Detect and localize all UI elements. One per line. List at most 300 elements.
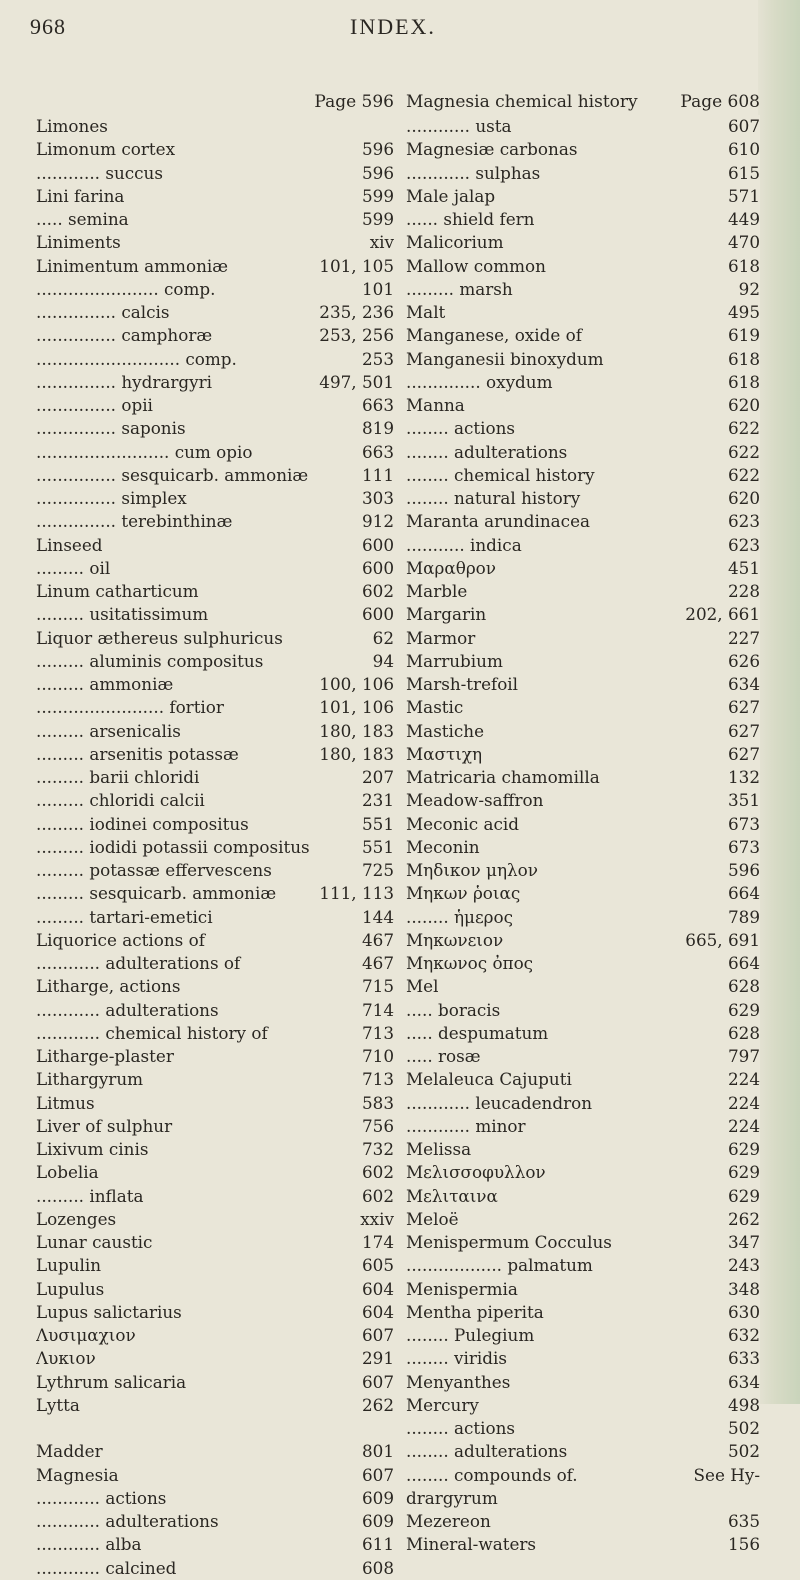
- index-entry: [406, 929, 760, 952]
- index-entry-pages: 231: [358, 789, 394, 812]
- index-entry-term: ......... arsenicalis: [36, 720, 181, 741]
- index-entry: [36, 999, 394, 1022]
- column-head-right: [406, 92, 760, 115]
- index-entry: [406, 906, 760, 929]
- index-entry-pages: 634: [724, 1371, 760, 1394]
- index-entry: [36, 1045, 394, 1068]
- index-entry-term: Madder: [36, 1441, 103, 1462]
- index-entry-term: Marrubium: [406, 650, 503, 671]
- index-entry-pages: 618: [724, 348, 760, 371]
- index-entry-pages: 664: [724, 952, 760, 975]
- index-entry-pages: 615: [724, 162, 760, 185]
- index-entry-pages: 596: [358, 162, 394, 185]
- index-entry: [36, 138, 394, 161]
- index-entry-term: ........ adulterations: [406, 1441, 568, 1462]
- index-entry-term: ............ chemical history of: [36, 1022, 268, 1043]
- index-entry: [36, 417, 394, 440]
- index-entry-pages: 303: [358, 487, 394, 510]
- index-entry-pages: 596: [724, 859, 760, 882]
- index-entry-pages: 627: [724, 743, 760, 766]
- index-entry-pages: 797: [724, 1045, 760, 1068]
- index-entry-term: Meconin: [406, 836, 480, 857]
- index-entry-pages: 673: [724, 836, 760, 859]
- index-entry: [36, 487, 394, 510]
- index-entry-term: ........ Pulegium: [406, 1325, 535, 1345]
- index-entry: [406, 138, 760, 161]
- index-entry-pages: 623: [724, 510, 760, 533]
- index-entry-pages: 243: [724, 1254, 760, 1277]
- index-entry-pages: 291: [358, 1347, 394, 1370]
- index-entry-pages: 62: [369, 627, 394, 650]
- index-entry: [406, 394, 760, 417]
- index-entry: [406, 1208, 760, 1231]
- column-head-entry-term: Magnesia chemical history: [406, 92, 638, 112]
- index-entry-pages: 628: [724, 1022, 760, 1045]
- index-entry-term: Menispermum Cocculus: [406, 1232, 612, 1252]
- index-entry-pages: 156: [724, 1533, 760, 1556]
- index-entry-pages: 224: [724, 1068, 760, 1091]
- index-entry: [406, 1068, 760, 1091]
- index-entry-pages: 599: [358, 208, 394, 231]
- index-entry: [36, 789, 394, 812]
- index-entry: [36, 185, 394, 208]
- index-entry-pages: 663: [358, 394, 394, 417]
- index-entry: [36, 115, 394, 138]
- index-entry-term: drargyrum: [406, 1487, 498, 1508]
- index-entry-pages: 635: [724, 1510, 760, 1533]
- index-entry-term: ........ ἡμερος: [406, 906, 514, 927]
- index-entry: [406, 371, 760, 394]
- index-entry-term: Mastiche: [406, 720, 485, 741]
- page-number: 968: [30, 14, 66, 39]
- index-entry-term: ......... barii chloridi: [36, 767, 200, 787]
- index-entry: [406, 1301, 760, 1324]
- index-entry: [406, 836, 760, 859]
- index-entry-term: Lupus salictarius: [36, 1301, 182, 1322]
- index-entry-pages: 607: [358, 1371, 394, 1394]
- index-entry-term: Lini farina: [36, 185, 125, 206]
- index-entry: [406, 487, 760, 510]
- index-entry: [406, 580, 760, 603]
- index-entry-pages: 756: [358, 1115, 394, 1138]
- index-entry-term: ......... arsenitis potassæ: [36, 743, 239, 764]
- index-entry-term: ............ adulterations of: [36, 953, 241, 973]
- index-entry: [36, 859, 394, 882]
- index-entry: [406, 348, 760, 371]
- index-entry-pages: 583: [358, 1092, 394, 1115]
- index-entry-term: ......... tartari-emetici: [36, 906, 213, 927]
- index-entry-term: ........ actions: [406, 418, 516, 439]
- column-head-page-label: Page 596: [314, 92, 394, 112]
- index-entry: [406, 603, 760, 626]
- index-entry-term: ......... aluminis compositus: [36, 650, 264, 671]
- index-entry-pages: 351: [724, 789, 760, 812]
- index-entry-term: ............ adulterations: [36, 1511, 219, 1531]
- index-entry-pages: 180, 183: [315, 720, 394, 743]
- index-entry: [36, 1278, 394, 1301]
- index-entry: [36, 1231, 394, 1254]
- index-entry: [36, 627, 394, 650]
- index-entry: [406, 255, 760, 278]
- index-entry-term: ........ viridis: [406, 1348, 507, 1369]
- index-entry-term: ............ calcined: [36, 1557, 177, 1578]
- index-entry-term: Lupulus: [36, 1278, 105, 1299]
- index-entry-pages: 801: [358, 1440, 394, 1463]
- index-entry-term: Marsh-trefoil: [406, 674, 519, 694]
- index-entry-term: Lithargyrum: [36, 1069, 144, 1090]
- index-entry-term: Lupulin: [36, 1255, 102, 1276]
- index-entry: [36, 766, 394, 789]
- index-entry-pages: 571: [724, 185, 760, 208]
- column-head-page-label: Page 608: [680, 92, 760, 112]
- index-entry: [406, 1347, 760, 1370]
- index-entry-pages: xxiv: [356, 1208, 394, 1231]
- index-entry-term: Lozenges: [36, 1208, 117, 1229]
- index-entry-pages: 618: [724, 255, 760, 278]
- index-entry-pages: 789: [724, 906, 760, 929]
- index-entry: [36, 975, 394, 998]
- page-header: [30, 14, 750, 44]
- index-entry-term: ........................ fortior: [36, 697, 224, 718]
- index-entry-pages: 605: [358, 1254, 394, 1277]
- index-entry: [36, 906, 394, 929]
- index-entry: [36, 720, 394, 743]
- index-entry: [406, 696, 760, 719]
- index-entry-pages: 710: [358, 1045, 394, 1068]
- index-entry-term: ............ alba: [36, 1534, 142, 1555]
- index-entry-pages: 227: [724, 627, 760, 650]
- index-entry: [36, 278, 394, 301]
- index-entry: [36, 1092, 394, 1115]
- index-entry-pages: 609: [358, 1487, 394, 1510]
- index-entry-pages: 627: [724, 720, 760, 743]
- index-entry: [406, 1371, 760, 1394]
- index-entry-term: Μαστιχη: [406, 743, 483, 764]
- index-entry-pages: 623: [724, 534, 760, 557]
- index-entry-pages: 912: [358, 510, 394, 533]
- index-entry-term: Magnesia: [36, 1464, 119, 1485]
- index-entry-pages: 604: [358, 1278, 394, 1301]
- index-entry: [36, 1347, 394, 1370]
- index-entry-pages: 620: [724, 394, 760, 417]
- index-entry: [406, 464, 760, 487]
- index-entry-term: ..... boracis: [406, 999, 501, 1020]
- index-entry: [36, 1510, 394, 1533]
- index-entry-term: ........ adulterations: [406, 441, 568, 462]
- index-entry-term: ...... shield fern: [406, 209, 535, 229]
- index-entry-pages: 600: [358, 534, 394, 557]
- index-entry-term: ........... indica: [406, 534, 522, 555]
- index-entry: [406, 185, 760, 208]
- index-entry: [36, 208, 394, 231]
- index-entry: [406, 720, 760, 743]
- index-column-left: [36, 92, 394, 1580]
- index-entry: [36, 1254, 394, 1277]
- index-entry-term: Male jalap: [406, 185, 496, 206]
- index-entry: [406, 1185, 760, 1208]
- index-entry: [36, 1022, 394, 1045]
- index-entry-pages: 202, 661: [681, 603, 760, 626]
- index-entry: [36, 1464, 394, 1487]
- index-entry-pages: 604: [358, 1301, 394, 1324]
- index-entry-term: ............... calcis: [36, 302, 170, 322]
- index-entry: [406, 324, 760, 347]
- index-entry: [406, 162, 760, 185]
- index-entry-pages: 632: [724, 1324, 760, 1347]
- index-entry-pages: 622: [724, 417, 760, 440]
- index-entry-term: Μηδικον μηλον: [406, 860, 538, 880]
- index-entry: [36, 1557, 394, 1580]
- index-entry: [406, 1278, 760, 1301]
- index-entry-pages: 470: [724, 231, 760, 254]
- index-entry: [406, 1045, 760, 1068]
- index-entry: [406, 208, 760, 231]
- index-entry: [406, 115, 760, 138]
- index-entry: [406, 557, 760, 580]
- index-entry-term: Litharge-plaster: [36, 1046, 174, 1066]
- index-entry-term: ............ sulphas: [406, 162, 541, 183]
- index-entry-term: Liquor æthereus sulphuricus: [36, 627, 283, 648]
- index-entry-term: ............ succus: [36, 162, 163, 183]
- index-entry-term: ......... iodidi potassii compositus: [36, 836, 310, 857]
- index-entry: [406, 627, 760, 650]
- index-entry: [406, 441, 760, 464]
- index-entry-term: Melaleuca Cajuputi: [406, 1069, 572, 1090]
- index-entry-pages: 673: [724, 813, 760, 836]
- index-entry: [406, 1022, 760, 1045]
- index-entry-pages: 629: [724, 1161, 760, 1184]
- index-entry-pages: 618: [724, 371, 760, 394]
- index-entry-pages: 630: [724, 1301, 760, 1324]
- index-entry: [36, 510, 394, 533]
- index-entry: [36, 1138, 394, 1161]
- index-entry-term: .................. palmatum: [406, 1255, 593, 1276]
- index-entry-term: ............... opii: [36, 395, 153, 415]
- index-entry: [406, 650, 760, 673]
- index-entry-term: Mezereon: [406, 1511, 491, 1531]
- index-entry-pages: 611: [358, 1533, 394, 1556]
- index-entry-term: Litharge, actions: [36, 976, 181, 997]
- index-entry-pages: 664: [724, 882, 760, 905]
- index-entry-term: Melissa: [406, 1139, 472, 1159]
- index-entry: [36, 1301, 394, 1324]
- index-entry-pages: 629: [724, 1185, 760, 1208]
- index-entry-pages: 262: [358, 1394, 394, 1417]
- index-entry: [36, 952, 394, 975]
- index-entry-term: Liquorice actions of: [36, 929, 205, 950]
- index-entry-term: ......... iodinei compositus: [36, 813, 249, 834]
- index-entry-term: Liniments: [36, 232, 121, 253]
- index-entry: [406, 789, 760, 812]
- index-entry-pages: 100, 106: [315, 673, 394, 696]
- index-entry: [406, 999, 760, 1022]
- index-entry-term: Μαραθρον: [406, 557, 496, 578]
- index-entry: [406, 1417, 760, 1440]
- index-entry: [36, 1440, 394, 1463]
- index-entry-term: Mel: [406, 976, 439, 997]
- index-entry-term: ......... oil: [36, 557, 111, 578]
- index-entry: [406, 1510, 760, 1533]
- index-entry-pages: 111, 113: [315, 882, 394, 905]
- index-entry-term: ............ actions: [36, 1487, 167, 1508]
- index-entry-pages: 622: [724, 441, 760, 464]
- index-entry-term: Μελιταινα: [406, 1185, 498, 1206]
- index-entry-pages: 224: [724, 1115, 760, 1138]
- index-entry-term: .............. oxydum: [406, 371, 553, 392]
- index-entry-pages: 627: [724, 696, 760, 719]
- index-entry-term: Μηκωνος ὀπος: [406, 953, 534, 973]
- index-entry: [36, 882, 394, 905]
- index-entry: [406, 882, 760, 905]
- index-entry-pages: 715: [358, 975, 394, 998]
- index-entry-term: Manganesii binoxydum: [406, 348, 604, 369]
- index-entry-pages: 253: [358, 348, 394, 371]
- index-entry-pages: 449: [724, 208, 760, 231]
- index-entry: [406, 1092, 760, 1115]
- index-entry-term: ............... hydrargyri: [36, 371, 213, 392]
- index-entry-pages: 132: [724, 766, 760, 789]
- index-entry: [406, 1138, 760, 1161]
- index-entry: [36, 696, 394, 719]
- index-entry: [406, 1440, 760, 1463]
- index-entry-term: ............ leucadendron: [406, 1092, 593, 1113]
- index-entry-term: ......... ammoniæ: [36, 674, 174, 694]
- index-entry-term: Lobelia: [36, 1162, 99, 1183]
- index-entry-term: ..... despumatum: [406, 1022, 549, 1043]
- index-entry-pages: 451: [724, 557, 760, 580]
- index-entry: [36, 1115, 394, 1138]
- index-entry-pages: 600: [358, 557, 394, 580]
- index-entry-pages: 819: [358, 417, 394, 440]
- index-entry-term: ........ compounds of.: [406, 1464, 578, 1485]
- index-entry: [406, 1464, 760, 1487]
- index-entry-pages: 101, 105: [315, 255, 394, 278]
- index-entry-term: Manna: [406, 395, 465, 415]
- index-entry: [36, 255, 394, 278]
- index-entries-left: [36, 115, 394, 1580]
- index-entry-pages: 498: [724, 1394, 760, 1417]
- index-entry-pages: 94: [369, 650, 394, 673]
- index-entry: [406, 417, 760, 440]
- index-entry-pages: 663: [358, 441, 394, 464]
- index-entry: [36, 1487, 394, 1510]
- index-entry-term: Meadow-saffron: [406, 790, 544, 811]
- index-entry-term: ............... sesquicarb. ammoniæ: [36, 464, 309, 485]
- index-entry-term: Μελισσοφυλλον: [406, 1162, 546, 1183]
- index-entry: [406, 975, 760, 998]
- index-entry: [36, 650, 394, 673]
- index-entry: [36, 743, 394, 766]
- index-entry-term: ......... usitatissimum: [36, 604, 209, 625]
- index-entry-term: ............... simplex: [36, 488, 187, 508]
- index-entry-pages: 629: [724, 999, 760, 1022]
- index-entry: [406, 1115, 760, 1138]
- index-entry-term: ......... inflata: [36, 1185, 144, 1206]
- index-entry: [36, 1208, 394, 1231]
- index-entry-pages: 619: [724, 324, 760, 347]
- index-entry-pages: 347: [724, 1231, 760, 1254]
- index-entry-term: Linimentum ammoniæ: [36, 255, 229, 276]
- index-entry-pages: 602: [358, 1185, 394, 1208]
- index-entry-pages: 665, 691: [681, 929, 760, 952]
- index-entry-term: Menispermia: [406, 1278, 518, 1299]
- index-entry: [36, 1324, 394, 1347]
- index-entry-term: Lytta: [36, 1394, 80, 1415]
- index-entry-term: ..... rosæ: [406, 1046, 481, 1066]
- index-entry-term: Lixivum cinis: [36, 1139, 149, 1159]
- index-entry-pages: 224: [724, 1092, 760, 1115]
- index-entry-pages: 713: [358, 1068, 394, 1091]
- index-entry: [36, 580, 394, 603]
- running-head-title: INDEX.: [350, 14, 436, 39]
- index-entry: [406, 1231, 760, 1254]
- index-entry-term: Marble: [406, 581, 468, 601]
- index-entry: [36, 557, 394, 580]
- index-entry-pages: 626: [724, 650, 760, 673]
- index-entry-term: Lythrum salicaria: [36, 1371, 187, 1392]
- index-entry-pages: 602: [358, 1161, 394, 1184]
- index-entry-pages: 600: [358, 603, 394, 626]
- index-entry-pages: 144: [358, 906, 394, 929]
- index-entry-pages: 714: [358, 999, 394, 1022]
- index-entry: [406, 952, 760, 975]
- index-entry-term: Λυσιμαχιον: [36, 1325, 136, 1345]
- index-entry: [36, 1068, 394, 1091]
- index-entry-term: Mallow common: [406, 255, 546, 276]
- index-entry: [406, 743, 760, 766]
- index-entry-term: ..... semina: [36, 209, 129, 229]
- index-entry-term: Menyanthes: [406, 1371, 511, 1392]
- index-entry-pages: 174: [358, 1231, 394, 1254]
- index-entry: [36, 1161, 394, 1184]
- index-entry: [406, 278, 760, 301]
- index-entry-term: Mastic: [406, 697, 464, 718]
- index-entry-pages: 495: [724, 301, 760, 324]
- index-entry-term: Limonum cortex: [36, 139, 176, 160]
- index-entry-pages: 628: [724, 975, 760, 998]
- index-entry: [36, 1417, 394, 1440]
- index-entry: [36, 836, 394, 859]
- index-entry-pages: 732: [358, 1138, 394, 1161]
- index-entry-term: ......... potassæ effervescens: [36, 860, 272, 880]
- index-entry: [406, 231, 760, 254]
- index-entry-term: Matricaria chamomilla: [406, 767, 600, 787]
- index-entry-term: ........................... comp.: [36, 348, 237, 369]
- index-entry: [406, 1394, 760, 1417]
- index-entry: [36, 371, 394, 394]
- index-entry: [406, 813, 760, 836]
- index-entry-pages: 101, 106: [315, 696, 394, 719]
- index-entry-pages: 467: [358, 929, 394, 952]
- index-entry-pages: 596: [358, 138, 394, 161]
- index-entry-term: Magnesiæ carbonas: [406, 139, 578, 160]
- index-entry-pages: 608: [358, 1557, 394, 1580]
- index-entry-pages: 629: [724, 1138, 760, 1161]
- index-entry: [36, 603, 394, 626]
- index-entry-term: Malt: [406, 302, 446, 322]
- index-entry-pages: 607: [358, 1464, 394, 1487]
- index-entry-term: Limones: [36, 116, 108, 136]
- index-entry: [36, 1533, 394, 1556]
- index-entry-pages: 497, 501: [315, 371, 394, 394]
- index-entry-term: Liver of sulphur: [36, 1115, 173, 1136]
- index-entry-term: ......... marsh: [406, 278, 513, 299]
- index-entry-term: Μηκων ῥοιας: [406, 883, 521, 904]
- index-entry-term: Mineral-waters: [406, 1534, 537, 1555]
- index-entry-pages: 228: [724, 580, 760, 603]
- index-entry-pages: 180, 183: [315, 743, 394, 766]
- index-entry: [406, 510, 760, 533]
